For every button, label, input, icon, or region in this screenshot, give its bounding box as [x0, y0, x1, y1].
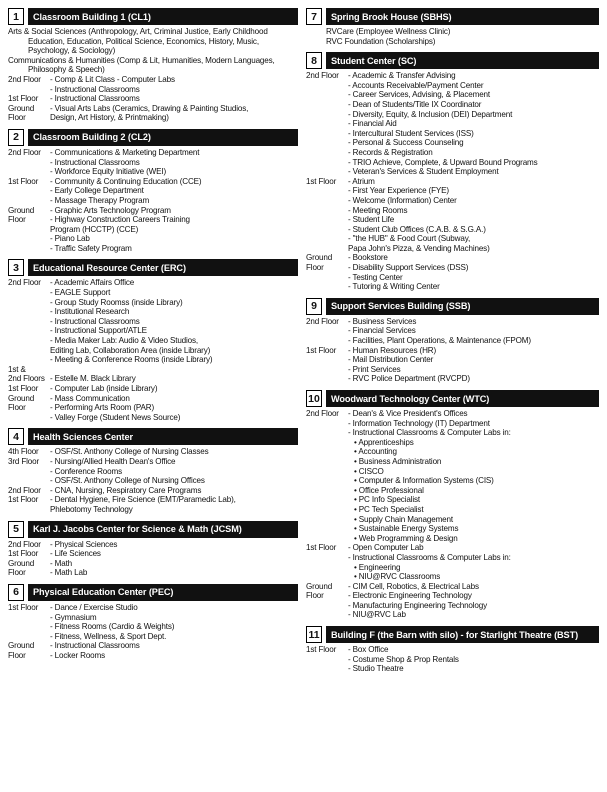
program-label: PC Tech Specialist: [358, 504, 424, 514]
program-bullet: [348, 505, 599, 515]
room-item: - Institutional Research: [50, 307, 130, 317]
building-section: [8, 8, 298, 123]
floor-items: [348, 645, 599, 674]
section-title: Karl J. Jacobs Center for Science & Math (JCSM): [28, 521, 298, 538]
room-item: - Workforce Equity Initiative (WEI): [50, 167, 167, 177]
room-item: - Instructional Classrooms: [50, 316, 140, 326]
room-item: - Intercultural Student Services (ISS): [348, 128, 474, 138]
room-item: - Academic Affairs Office: [50, 278, 135, 288]
floor-label: 2nd Floor: [8, 485, 41, 495]
room-item: - Academic & Transfer Advising: [348, 71, 456, 81]
floor-label: 1st & 2nd Floors: [8, 364, 45, 384]
room-item: - Fitness, Wellness, & Sport Dept.: [50, 631, 167, 641]
room-item: - Information Technology (IT) Department: [348, 418, 490, 428]
room-item: - Instructional Classrooms: [50, 84, 140, 94]
room-item: - Veteran's Services & Student Employment: [348, 167, 499, 177]
program-bullet: [348, 563, 599, 573]
section-header: [306, 626, 599, 643]
floor-label: 1st Floor: [306, 345, 337, 355]
floor-label: 2nd Floor: [8, 539, 41, 549]
floor-label: 1st Floor: [8, 384, 39, 393]
room-item: - Accounts Receivable/Payment Center: [348, 80, 484, 90]
section-number: 6: [8, 584, 24, 601]
section-body: [8, 447, 298, 514]
room-item: - CNA, Nursing, Respiratory Care Programs: [50, 485, 202, 495]
room-item: - Manufacturing Engineering Technology: [348, 600, 488, 610]
floor-label: 2nd Floor: [8, 278, 41, 288]
room-item: - Math Lab: [50, 568, 88, 578]
floor-row: [306, 177, 599, 254]
floor-items: [348, 582, 599, 620]
bullet-icon: •: [354, 466, 359, 476]
floor-row: [8, 94, 298, 104]
room-item: - Dean's & Vice President's Offices: [348, 409, 468, 418]
section-number: 7: [306, 8, 322, 25]
section-header: [306, 298, 599, 315]
department-paragraph: Communications & Humanities (Comp & Lit, Humanities, Modern Languages, Philosophy & Speech): [8, 55, 275, 75]
floor-row: [8, 549, 298, 559]
section-number: 9: [306, 298, 322, 315]
floor-label: 1st Floor: [306, 176, 337, 186]
floor-row: [8, 104, 298, 123]
room-item: - Electronic Engineering Technology: [348, 591, 472, 601]
bullet-icon: •: [354, 485, 359, 495]
section-title: Classroom Building 1 (CL1): [28, 8, 298, 25]
room-item: - "the HUB" & Food Court (Subway, Papa John's Pizza, & Vending Machines): [348, 234, 490, 253]
section-title: Physical Education Center (PEC): [28, 584, 298, 601]
section-title: Spring Brook House (SBHS): [326, 8, 599, 25]
program-label: Sustainable Energy Systems: [358, 524, 459, 534]
room-item: - Locker Rooms: [50, 650, 106, 660]
section-number: 8: [306, 52, 322, 69]
room-item: - Diversity, Equity, & Inclusion (DEI) Department: [348, 109, 513, 119]
room-item: - Business Services: [348, 316, 417, 326]
section-header: [8, 428, 298, 445]
floor-row: [306, 253, 599, 291]
floor-row: [8, 394, 298, 423]
section-header: [306, 390, 599, 407]
room-item: - Financial Aid: [348, 119, 397, 129]
floor-items: [50, 540, 298, 550]
room-item: - CIM Cell, Robotics, & Electrical Labs: [348, 581, 479, 591]
room-item: - Meeting & Conference Rooms (inside Library): [50, 355, 213, 365]
bullet-icon: •: [354, 514, 359, 524]
floor-items: [50, 365, 298, 384]
floor-label: 3rd Floor: [8, 456, 40, 466]
office-line: RVC Foundation (Scholarships): [326, 36, 436, 46]
program-label: PC Info Specialist: [358, 495, 420, 505]
floor-label: Ground Floor: [306, 253, 333, 273]
program-bullet: [348, 495, 599, 505]
room-item: - Financial Services: [348, 326, 416, 336]
building-section: [306, 52, 599, 292]
section-number: 11: [306, 626, 322, 643]
floor-label: 2nd Floor: [8, 74, 41, 84]
floor-row: [306, 645, 599, 674]
room-item: - Community & Continuing Education (CCE): [50, 176, 202, 186]
program-label: NIU@RVC Classrooms: [358, 572, 441, 582]
program-bullet: [348, 486, 599, 496]
floor-label: Ground Floor: [8, 393, 35, 413]
floor-row: [8, 206, 298, 254]
room-item: - NIU@RVC Lab: [348, 610, 406, 620]
program-bullet: [348, 476, 599, 486]
room-item: - Dance / Exercise Studio: [50, 602, 138, 612]
program-bullet: [348, 572, 599, 582]
section-body: [306, 27, 599, 46]
room-item: - Instructional Classrooms & Computer Labs in:: [348, 428, 511, 438]
floor-row: [8, 486, 298, 496]
floor-label: Ground Floor: [8, 103, 35, 123]
room-item: - Bookstore: [348, 253, 388, 263]
floor-items: [50, 486, 298, 496]
floor-row: [306, 409, 599, 543]
section-body: [8, 603, 298, 661]
floor-row: [8, 603, 298, 641]
floor-label: Ground Floor: [8, 205, 35, 225]
building-section: [306, 390, 599, 620]
section-header: [8, 8, 298, 25]
room-item: - Career Services, Advising, & Placement: [348, 90, 490, 100]
room-item: - Instructional Support/ATLE: [50, 326, 147, 336]
room-item: - Traffic Safety Program: [50, 243, 132, 253]
room-item: - OSF/St. Anthony College of Nursing Classes: [50, 447, 209, 457]
section-header: [8, 584, 298, 601]
floor-label: 2nd Floor: [306, 71, 339, 81]
right-column: [306, 8, 599, 792]
room-item: - Nursing/Allied Health Dean's Office: [50, 456, 176, 466]
room-item: - Tutoring & Writing Center: [348, 282, 440, 292]
room-item: - Highway Construction Careers Training Program (HCCTP) (CCE): [50, 215, 190, 234]
floor-items: [50, 457, 298, 486]
building-section: [8, 521, 298, 578]
section-header: [8, 521, 298, 538]
section-title: Support Services Building (SSB): [326, 298, 599, 315]
floor-row: [306, 71, 599, 177]
building-section: [8, 584, 298, 661]
room-item: - Massage Therapy Program: [50, 195, 150, 205]
room-item: - Open Computer Lab: [348, 543, 424, 553]
room-item: - Conference Rooms: [50, 466, 122, 476]
floor-items: [348, 253, 599, 291]
floor-items: [50, 641, 298, 660]
room-item: - Instructional Classrooms: [50, 157, 140, 167]
section-body: [306, 317, 599, 384]
section-number: 1: [8, 8, 24, 25]
program-label: Engineering: [358, 562, 401, 572]
floor-items: [348, 346, 599, 384]
floor-items: [348, 71, 599, 177]
room-item: - Personal & Success Counseling: [348, 138, 464, 148]
floor-items: [50, 278, 298, 364]
building-section: [8, 428, 298, 514]
room-item: - Dean of Students/Title IX Coordinator: [348, 99, 482, 109]
room-item: - Atrium: [348, 176, 375, 186]
section-body: [8, 540, 298, 578]
room-item: - Box Office: [348, 645, 389, 655]
program-bullet: [348, 447, 599, 457]
floor-items: [50, 94, 298, 104]
bullet-icon: •: [354, 456, 359, 466]
section-title: Health Sciences Center: [28, 428, 298, 445]
bullet-icon: •: [354, 437, 359, 447]
room-item: - Welcome (Information) Center: [348, 195, 457, 205]
section-title: Woodward Technology Center (WTC): [326, 390, 599, 407]
bullet-icon: •: [354, 504, 359, 514]
program-label: Supply Chain Management: [358, 514, 453, 524]
floor-items: [348, 317, 599, 346]
room-item: - Communications & Marketing Department: [50, 147, 200, 157]
room-item: - Records & Registration: [348, 147, 433, 157]
program-bullet: [348, 467, 599, 477]
floor-items: [50, 75, 298, 94]
floor-row: [306, 317, 599, 346]
program-label: Computer & Information Systems (CIS): [358, 476, 494, 486]
room-item: - Dental Hygiene, Fire Science (EMT/Paramedic Lab), Phlebotomy Technology: [50, 495, 236, 514]
floor-items: [50, 177, 298, 206]
section-body: [306, 645, 599, 674]
floor-row: [8, 75, 298, 94]
section-body: [306, 409, 599, 620]
floor-items: [348, 177, 599, 254]
room-item: - Physical Sciences: [50, 539, 118, 549]
floor-items: [50, 603, 298, 641]
building-section: [306, 8, 599, 46]
floor-row: [8, 641, 298, 660]
room-item: - Disability Support Services (DSS): [348, 263, 469, 273]
floor-label: 4th Floor: [8, 447, 39, 457]
room-item: - Gymnasium: [50, 612, 97, 622]
floor-row: [8, 365, 298, 384]
room-item: - Student Club Offices (C.A.B. & S.G.A.): [348, 224, 486, 234]
floor-label: 1st Floor: [306, 543, 337, 553]
floor-row: [8, 559, 298, 578]
room-item: - Estelle M. Black Library: [50, 374, 136, 384]
bullet-icon: •: [354, 476, 359, 486]
room-item: - Mail Distribution Center: [348, 355, 434, 365]
floor-label: Ground Floor: [8, 641, 35, 660]
section-number: 4: [8, 428, 24, 445]
room-item: - Testing Center: [348, 272, 403, 282]
room-item: - OSF/St. Anthony College of Nursing Offices: [50, 476, 205, 486]
floor-label: 2nd Floor: [306, 316, 339, 326]
section-number: 5: [8, 521, 24, 538]
floor-label: 1st Floor: [8, 549, 39, 559]
room-item: - Performing Arts Room (PAR): [50, 403, 155, 413]
room-item: - EAGLE Support: [50, 288, 111, 298]
floor-label: 2nd Floor: [306, 409, 339, 418]
floor-row: [8, 447, 298, 457]
floor-items: [50, 549, 298, 559]
building-section: [306, 626, 599, 674]
section-header: [8, 259, 298, 276]
section-number: 2: [8, 129, 24, 146]
room-item: - Math: [50, 558, 73, 568]
floor-items: [50, 384, 298, 394]
program-bullet: [348, 534, 599, 544]
floor-items: [348, 409, 599, 543]
program-label: Business Administration: [358, 456, 442, 466]
program-label: CISCO: [358, 466, 384, 476]
room-item: - Media Maker Lab: Audio & Video Studios, Editing Lab, Collaboration Area (inside Library): [50, 336, 211, 355]
section-body: [8, 278, 298, 422]
floor-label: Ground Floor: [306, 581, 333, 601]
floor-row: [306, 346, 599, 384]
floor-row: [8, 495, 298, 514]
program-bullet: [348, 438, 599, 448]
room-item: - Visual Arts Labs (Ceramics, Drawing & Painting Studios, Design, Art History, & Printmaking): [50, 103, 249, 123]
room-item: - Fitness Rooms (Cardio & Weights): [50, 622, 175, 632]
floor-row: [8, 384, 298, 394]
floor-row: [8, 177, 298, 206]
building-section: [8, 259, 298, 422]
building-section: [8, 129, 298, 254]
room-item: - Piano Lab: [50, 234, 90, 244]
room-item: - Computer Lab (inside Library): [50, 384, 158, 393]
room-item: - Print Services: [348, 364, 401, 374]
room-item: - Instructional Classrooms: [50, 641, 140, 651]
room-item: - Meeting Rooms: [348, 205, 408, 215]
program-label: Web Programming & Design: [358, 533, 458, 543]
section-title: Building F (the Barn with silo) - for Starlight Theatre (BST): [326, 626, 599, 643]
bullet-icon: •: [354, 524, 359, 534]
section-header: [306, 52, 599, 69]
bullet-icon: •: [354, 495, 359, 505]
bullet-icon: •: [354, 447, 359, 457]
room-item: - Facilities, Plant Operations, & Maintenance (FPOM): [348, 336, 531, 346]
floor-label: 1st Floor: [8, 495, 39, 505]
room-item: - First Year Experience (FYE): [348, 186, 449, 196]
building-section: [306, 298, 599, 384]
bullet-icon: •: [354, 533, 359, 543]
room-item: - Group Study Roomss (inside Library): [50, 297, 183, 307]
floor-label: 1st Floor: [8, 602, 39, 612]
floor-row: [8, 457, 298, 486]
section-header: [8, 129, 298, 146]
room-item: - Early College Department: [50, 186, 144, 196]
floor-label: Ground Floor: [8, 558, 35, 578]
room-item: - RVC Police Department (RVCPD): [348, 374, 470, 384]
floor-label: 1st Floor: [306, 645, 337, 655]
program-bullet: [348, 515, 599, 525]
room-item: - TRIO Achieve, Complete, & Upward Bound Programs: [348, 157, 538, 167]
floor-row: [8, 540, 298, 550]
section-title: Educational Resource Center (ERC): [28, 259, 298, 276]
room-item: - Valley Forge (Student News Source): [50, 412, 181, 422]
floor-items: [50, 559, 298, 578]
floor-label: 2nd Floor: [8, 147, 41, 157]
section-number: 3: [8, 259, 24, 276]
room-item: - Instructional Classrooms: [50, 94, 140, 104]
section-body: [8, 148, 298, 254]
program-label: Accounting: [358, 447, 397, 457]
bullet-icon: •: [354, 562, 359, 572]
room-item: - Life Sciences: [50, 549, 101, 559]
room-item: - Costume Shop & Prop Rentals: [348, 654, 459, 664]
room-item: - Mass Communication: [50, 393, 130, 403]
floor-row: [306, 582, 599, 620]
floor-items: [50, 206, 298, 254]
program-label: Office Professional: [358, 485, 424, 495]
room-item: - Graphic Arts Technology Program: [50, 205, 171, 215]
program-bullet: [348, 524, 599, 534]
section-body: [306, 71, 599, 292]
room-item: - Human Resources (HR): [348, 345, 436, 355]
floor-row: [8, 278, 298, 364]
program-label: Apprenticeships: [358, 437, 414, 447]
section-body: [8, 27, 298, 123]
office-line: RVCare (Employee Wellness Clinic): [326, 27, 451, 36]
program-bullet: [348, 457, 599, 467]
section-header: [306, 8, 599, 25]
floor-row: [306, 543, 599, 581]
left-column: [8, 8, 298, 792]
section-title: Classroom Building 2 (CL2): [28, 129, 298, 146]
floor-label: 1st Floor: [8, 94, 39, 104]
floor-items: [50, 447, 298, 457]
floor-items: [50, 495, 298, 514]
room-item: - Instructional Classrooms & Computer Labs in:: [348, 552, 511, 562]
floor-label: 1st Floor: [8, 176, 39, 186]
floor-row: [8, 148, 298, 177]
floor-items: [348, 543, 599, 581]
room-item: - Studio Theatre: [348, 664, 404, 674]
room-item: - Student Life: [348, 215, 395, 225]
bullet-icon: •: [354, 572, 359, 582]
floor-items: [50, 104, 298, 123]
department-paragraph: Arts & Social Sciences (Anthropology, Art, Criminal Justice, Early Childhood Education, Education, Political Science, Economics, History, Music, Psychology, & Sociology): [8, 27, 268, 56]
floor-items: [50, 148, 298, 177]
section-number: 10: [306, 390, 322, 407]
room-item: - Comp & Lit Class - Computer Labs: [50, 74, 175, 84]
section-title: Student Center (SC): [326, 52, 599, 69]
floor-items: [50, 394, 298, 423]
